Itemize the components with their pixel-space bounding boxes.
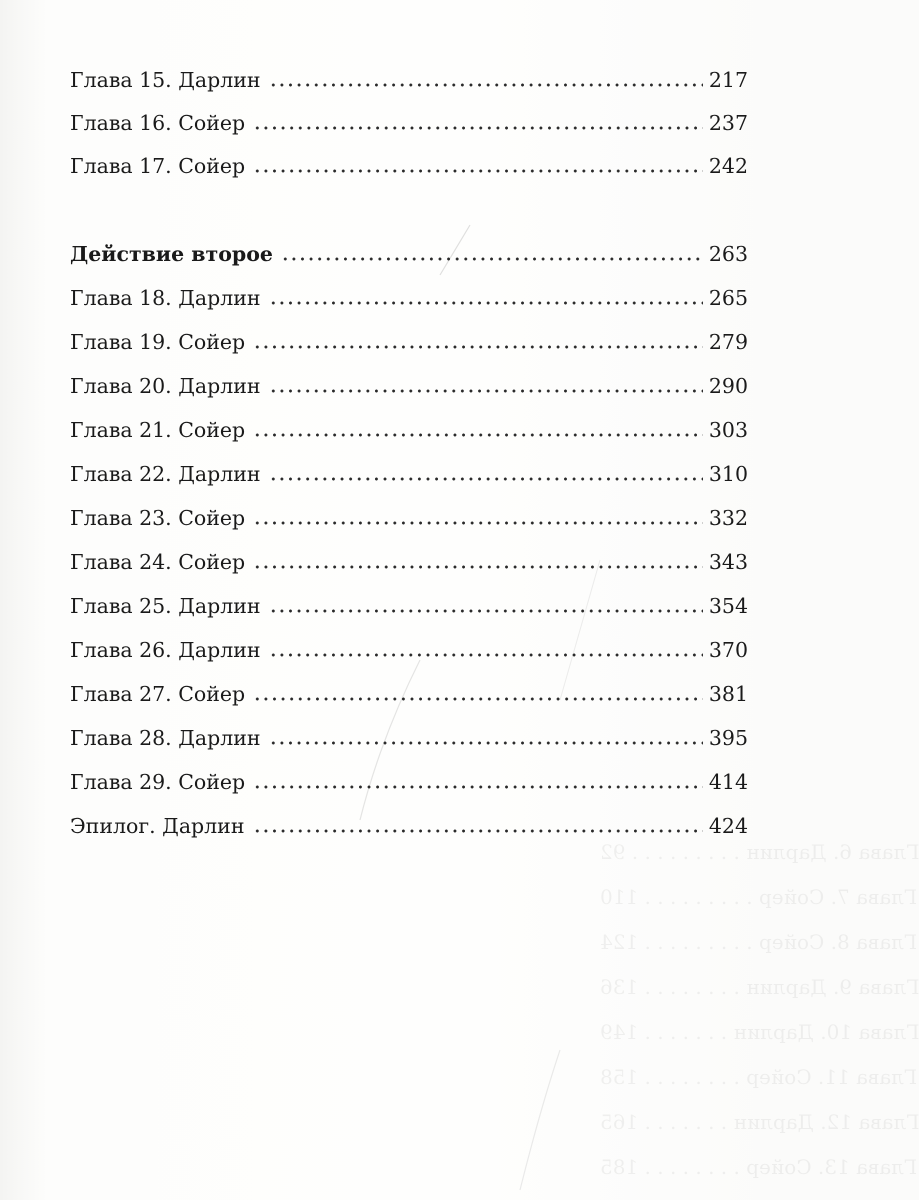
dot-leader — [253, 344, 703, 350]
toc-entry-title: Глава 15. Дарлин — [70, 68, 261, 92]
toc-entry-title: Глава 19. Сойер — [70, 330, 246, 354]
bleed-through-text: Глава 8. Сойер . . . . . . . . . 124 — [600, 930, 918, 954]
toc-entry-page: 370 — [708, 638, 748, 662]
toc-entry-page: 395 — [708, 726, 748, 750]
toc-entry — [70, 458, 748, 490]
toc-entry — [70, 546, 748, 578]
toc-entry-title: Глава 26. Дарлин — [70, 638, 261, 662]
toc-entry-title: Глава 23. Сойер — [70, 506, 246, 530]
toc-entry — [70, 722, 748, 754]
dot-leader — [253, 168, 703, 174]
toc-entry-page: 217 — [708, 68, 748, 92]
toc-entry — [70, 634, 748, 666]
dot-leader — [269, 82, 703, 88]
dot-leader — [253, 432, 703, 438]
toc-entry-page: 279 — [708, 330, 748, 354]
dot-leader — [253, 564, 703, 570]
toc-entry-title: Глава 29. Сойер — [70, 770, 246, 794]
toc-entry-page: 424 — [708, 814, 748, 838]
dot-leader — [253, 125, 703, 131]
toc-entry — [70, 810, 748, 842]
toc-entry — [70, 502, 748, 534]
dot-leader — [269, 476, 703, 482]
toc-entry-title: Глава 28. Дарлин — [70, 726, 261, 750]
toc-entry-page: 242 — [708, 154, 748, 178]
toc-entry-page: 332 — [708, 506, 748, 530]
toc-section-entry — [70, 238, 748, 270]
toc-entry — [70, 64, 748, 96]
dot-leader — [253, 828, 703, 834]
toc-entry-page: 414 — [708, 770, 748, 794]
toc-entry-page: 310 — [708, 462, 748, 486]
toc-entry — [70, 107, 748, 139]
toc-entry-title: Эпилог. Дарлин — [70, 814, 245, 838]
dot-leader — [269, 740, 703, 746]
toc-entry-page: 265 — [708, 286, 748, 310]
toc-entry-page: 263 — [708, 242, 748, 266]
toc-entry-title: Глава 18. Дарлин — [70, 286, 261, 310]
bleed-through-text: Глава 7. Сойер . . . . . . . . . 110 — [600, 885, 918, 909]
dot-leader — [281, 256, 703, 262]
toc-entry — [70, 414, 748, 446]
toc-entry — [70, 678, 748, 710]
bleed-through-text: Глава 10. Дарлин . . . . . . . 149 — [600, 1020, 919, 1044]
dot-leader — [269, 300, 703, 306]
toc-entry — [70, 282, 748, 314]
dot-leader — [253, 520, 703, 526]
toc-entry-page: 290 — [708, 374, 748, 398]
toc-entry-page: 237 — [708, 111, 748, 135]
toc-entry-page: 354 — [708, 594, 748, 618]
toc-entry-title: Глава 17. Сойер — [70, 154, 246, 178]
dot-leader — [269, 608, 703, 614]
toc-entry-page: 381 — [708, 682, 748, 706]
toc-entry-title: Глава 27. Сойер — [70, 682, 246, 706]
bleed-through-text: Глава 12. Дарлин . . . . . . . 165 — [600, 1110, 919, 1134]
toc-entry-title: Глава 25. Дарлин — [70, 594, 261, 618]
toc-entry-page: 343 — [708, 550, 748, 574]
bleed-through-text: Глава 6. Дарлин . . . . . . . . . 92 — [600, 840, 919, 864]
toc-entry-title: Глава 20. Дарлин — [70, 374, 261, 398]
toc-entry-page: 303 — [708, 418, 748, 442]
bleed-through-text: Глава 13. Сойер . . . . . . . . 185 — [600, 1155, 918, 1179]
bleed-through-text: Глава 11. Сойер . . . . . . . . 158 — [600, 1065, 918, 1089]
toc-entry-title: Глава 21. Сойер — [70, 418, 246, 442]
toc-entry — [70, 150, 748, 182]
toc-section-title: Действие второе — [70, 242, 273, 266]
toc-entry-title: Глава 24. Сойер — [70, 550, 246, 574]
toc-entry — [70, 326, 748, 358]
toc-entry — [70, 590, 748, 622]
bleed-through-text: Глава 9. Дарлин . . . . . . . . 136 — [600, 975, 919, 999]
dot-leader — [253, 696, 703, 702]
dot-leader — [269, 388, 703, 394]
toc-entry — [70, 370, 748, 402]
dot-leader — [253, 784, 703, 790]
toc-entry — [70, 766, 748, 798]
dot-leader — [269, 652, 703, 658]
toc-entry-title: Глава 22. Дарлин — [70, 462, 261, 486]
toc-entry-title: Глава 16. Сойер — [70, 111, 246, 135]
